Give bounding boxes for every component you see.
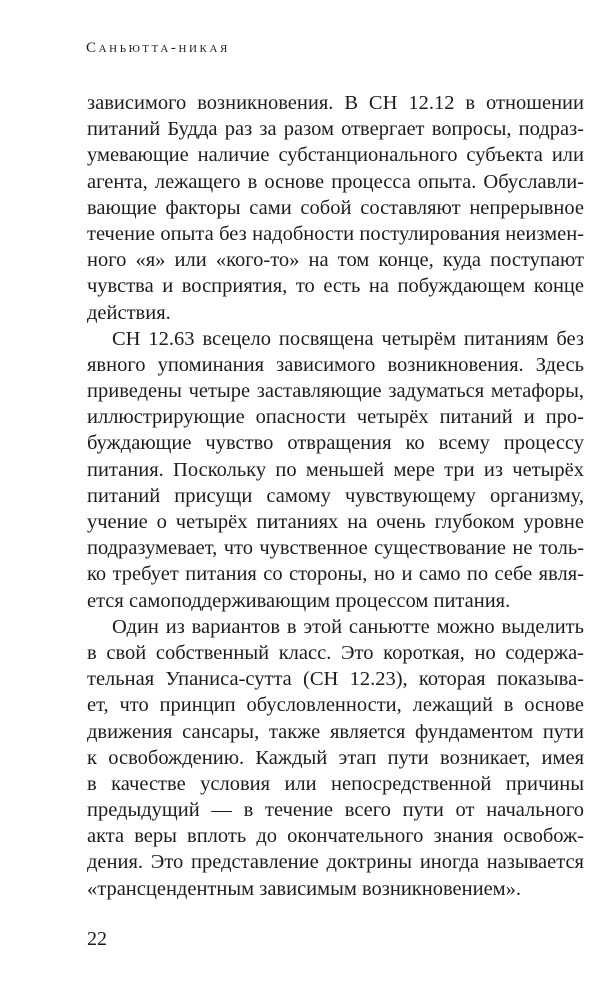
text-line: питаний Будда раз за разом отвергает вопросы, подраз- xyxy=(87,118,584,141)
text-line: дения. Это представление доктрины иногда называется xyxy=(87,851,584,874)
text-line: ко требует питания со стороны, но и само по себе явля- xyxy=(87,563,584,586)
text-line: в качестве условия или непосредственной причины xyxy=(87,772,584,795)
text-line: питаний присущи самому чувствующему организму, xyxy=(87,484,584,507)
running-head: Саньютта-никая xyxy=(86,40,230,56)
text-line: акта веры вплоть до окончательного знания освобож- xyxy=(87,825,584,848)
body-text xyxy=(87,90,584,902)
text-line: ного «я» или «кого-то» на том конце, куда поступают xyxy=(87,249,584,272)
text-line: действия. xyxy=(87,301,171,324)
text-line: питания. Поскольку по меньшей мере три из четырёх xyxy=(87,458,584,481)
text-line: чувства и восприятия, то есть на побуждающем конце xyxy=(87,275,584,298)
text-line: иллюстрирующие опасности четырёх питаний и про- xyxy=(87,406,584,429)
text-line: движения сансары, также является фундаментом пути xyxy=(87,720,584,743)
text-line: приведены четыре заставляющие задуматься метафоры, xyxy=(87,380,584,403)
text-line: вающие факторы сами собой составляют непрерывное xyxy=(87,196,584,219)
page-number: 22 xyxy=(87,928,107,950)
text-line: учение о четырёх питаниях на очень глубоком уровне xyxy=(87,511,584,533)
text-line: умевающие наличие субстанционального субъекта или xyxy=(87,144,584,167)
text-line: «трансцендентным зависимым возникновением». xyxy=(87,877,522,900)
text-line: ет, что принцип обусловленности, лежащий в основе xyxy=(87,694,584,717)
text-line: Один из вариантов в этой саньютте можно выделить xyxy=(112,615,584,638)
text-line: предыдущий — в течение всего пути от начального xyxy=(87,799,584,822)
text-line: агента, лежащего в основе процесса опыта. Обуславли- xyxy=(87,170,584,193)
text-line: СН 12.63 всецело посвящена четырём питаниям без xyxy=(112,327,584,350)
text-line: зависимого возникновения. В СН 12.12 в отношении xyxy=(87,92,584,114)
paragraph xyxy=(87,326,584,614)
paragraph xyxy=(87,614,584,902)
text-line: в свой собственный класс. Это короткая, но содержа- xyxy=(87,641,584,664)
text-line: явного упоминания зависимого возникновения. Здесь xyxy=(87,353,584,376)
text-line: тельная Упаниса-сутта (СН 12.23), которая показыва- xyxy=(87,668,584,691)
text-line: подразумевает, что чувственное существование не толь- xyxy=(87,537,584,560)
text-line: к освобождению. Каждый этап пути возникает, имея xyxy=(87,746,584,769)
paragraph xyxy=(87,90,584,326)
text-line: течение опыта без надобности постулирования неизмен- xyxy=(87,222,584,245)
text-line: буждающие чувство отвращения ко всему процессу xyxy=(87,432,584,455)
text-line: ется самоподдерживающим процессом питания. xyxy=(87,589,511,612)
